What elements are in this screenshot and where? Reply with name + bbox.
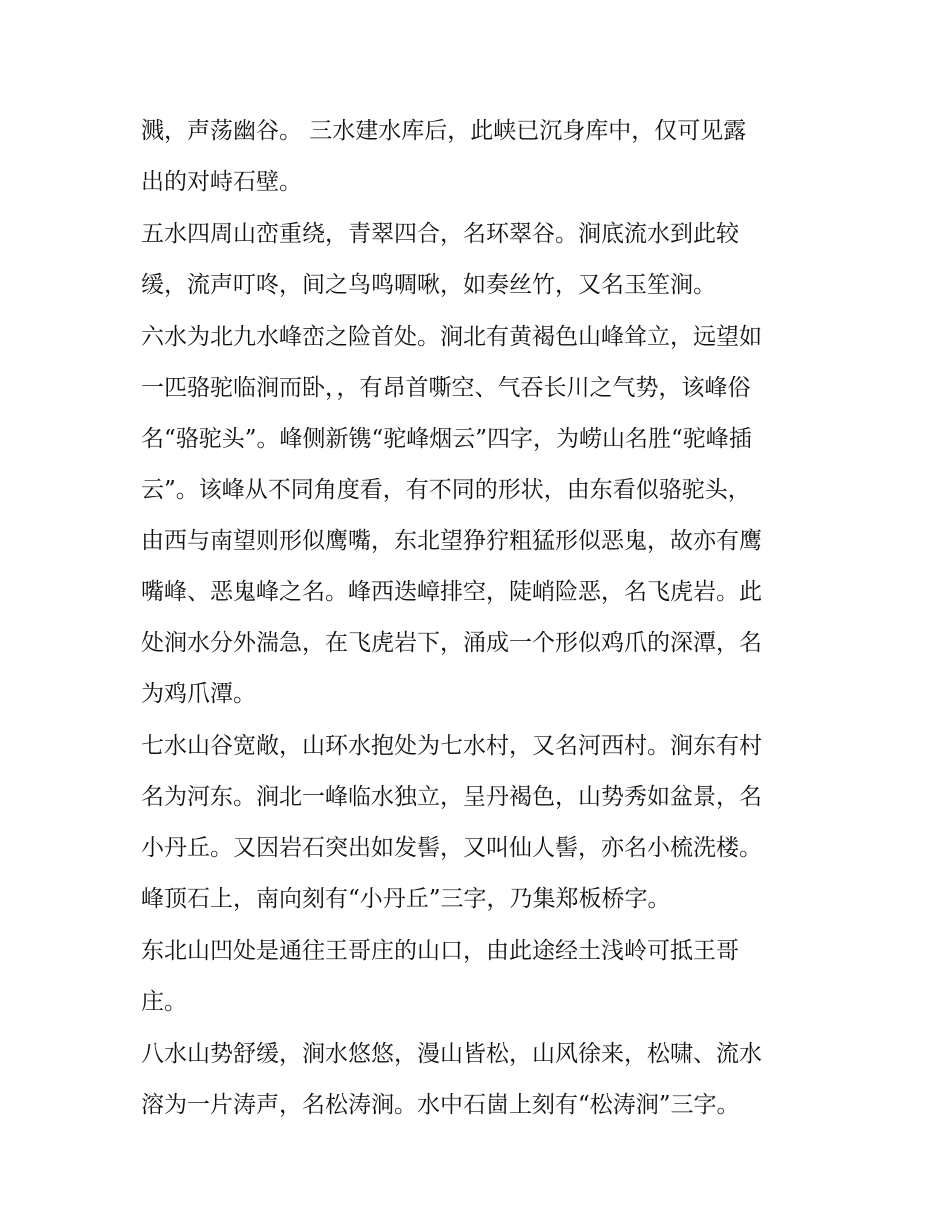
- text-line: 名“骆驼头”。峰侧新镌“驼峰烟云”四字，为崂山名胜“驼峰插: [141, 426, 752, 452]
- paragraph-ravine-end: [141, 111, 821, 213]
- text-line: 出的对峙石壁。: [141, 169, 302, 195]
- text-line: 由西与南望则形似鹰嘴，东北望狰狞粗猛形似恶鬼，故亦有鹰: [141, 528, 762, 554]
- text-line: 溶为一片涛声，名松涛涧。水中石崮上刻有“松涛涧”三字。: [141, 1092, 740, 1118]
- text-line: 庄。: [141, 989, 187, 1015]
- text-line: 小丹丘。又因岩石突出如发髻，又叫仙人髻，亦名小梳洗楼。: [141, 835, 762, 861]
- paragraph-fifth-water: [141, 214, 821, 316]
- text-line: 五水四周山峦重绕，青翠四合，名环翠谷。涧底流水到此较: [141, 221, 739, 247]
- paragraph-sixth-water: [141, 317, 821, 725]
- text-line: 八水山势舒缓，涧水悠悠，漫山皆松，山风徐来，松啸、流水: [141, 1041, 762, 1067]
- document-page: [141, 111, 821, 1137]
- paragraph-seventh-water: [141, 726, 821, 930]
- paragraph-eighth-water: [141, 1034, 821, 1136]
- text-line: 六水为北九水峰峦之险首处。涧北有黄褐色山峰耸立，远望如: [141, 324, 762, 350]
- text-line: 溅，声荡幽谷。 三水建水库后，此峡已沉身库中，仅可见露: [141, 118, 747, 144]
- text-line: 缓，流声叮咚，间之鸟鸣啁啾，如奏丝竹，又名玉笙涧。: [141, 272, 716, 298]
- text-line: 七水山谷宽敞，山环水抱处为七水村，又名河西村。涧东有村: [141, 733, 762, 759]
- text-line: 峰顶石上，南向刻有“小丹丘”三字，乃集郑板桥字。: [141, 886, 671, 912]
- text-line: 为鸡爪潭。: [141, 681, 256, 707]
- text-line: 名为河东。涧北一峰临水独立，呈丹褐色，山势秀如盆景，名: [141, 784, 762, 810]
- text-line: 处涧水分外湍急，在飞虎岩下，涌成一个形似鸡爪的深潭，名: [141, 630, 762, 656]
- paragraph-northeast-pass: [141, 931, 821, 1033]
- text-line: 一匹骆驼临涧而卧，，有昂首嘶空、气吞长川之气势，该峰俗: [141, 375, 751, 401]
- text-line: 云”。该峰从不同角度看，有不同的形状，由东看似骆驼头，: [141, 477, 751, 503]
- text-line: 嘴峰、恶鬼峰之名。峰西迭嶂排空，陡峭险恶，名飞虎岩。此: [141, 579, 762, 605]
- text-line: 东北山凹处是通往王哥庄的山口，由此途经土浅岭可抵王哥: [141, 938, 739, 964]
